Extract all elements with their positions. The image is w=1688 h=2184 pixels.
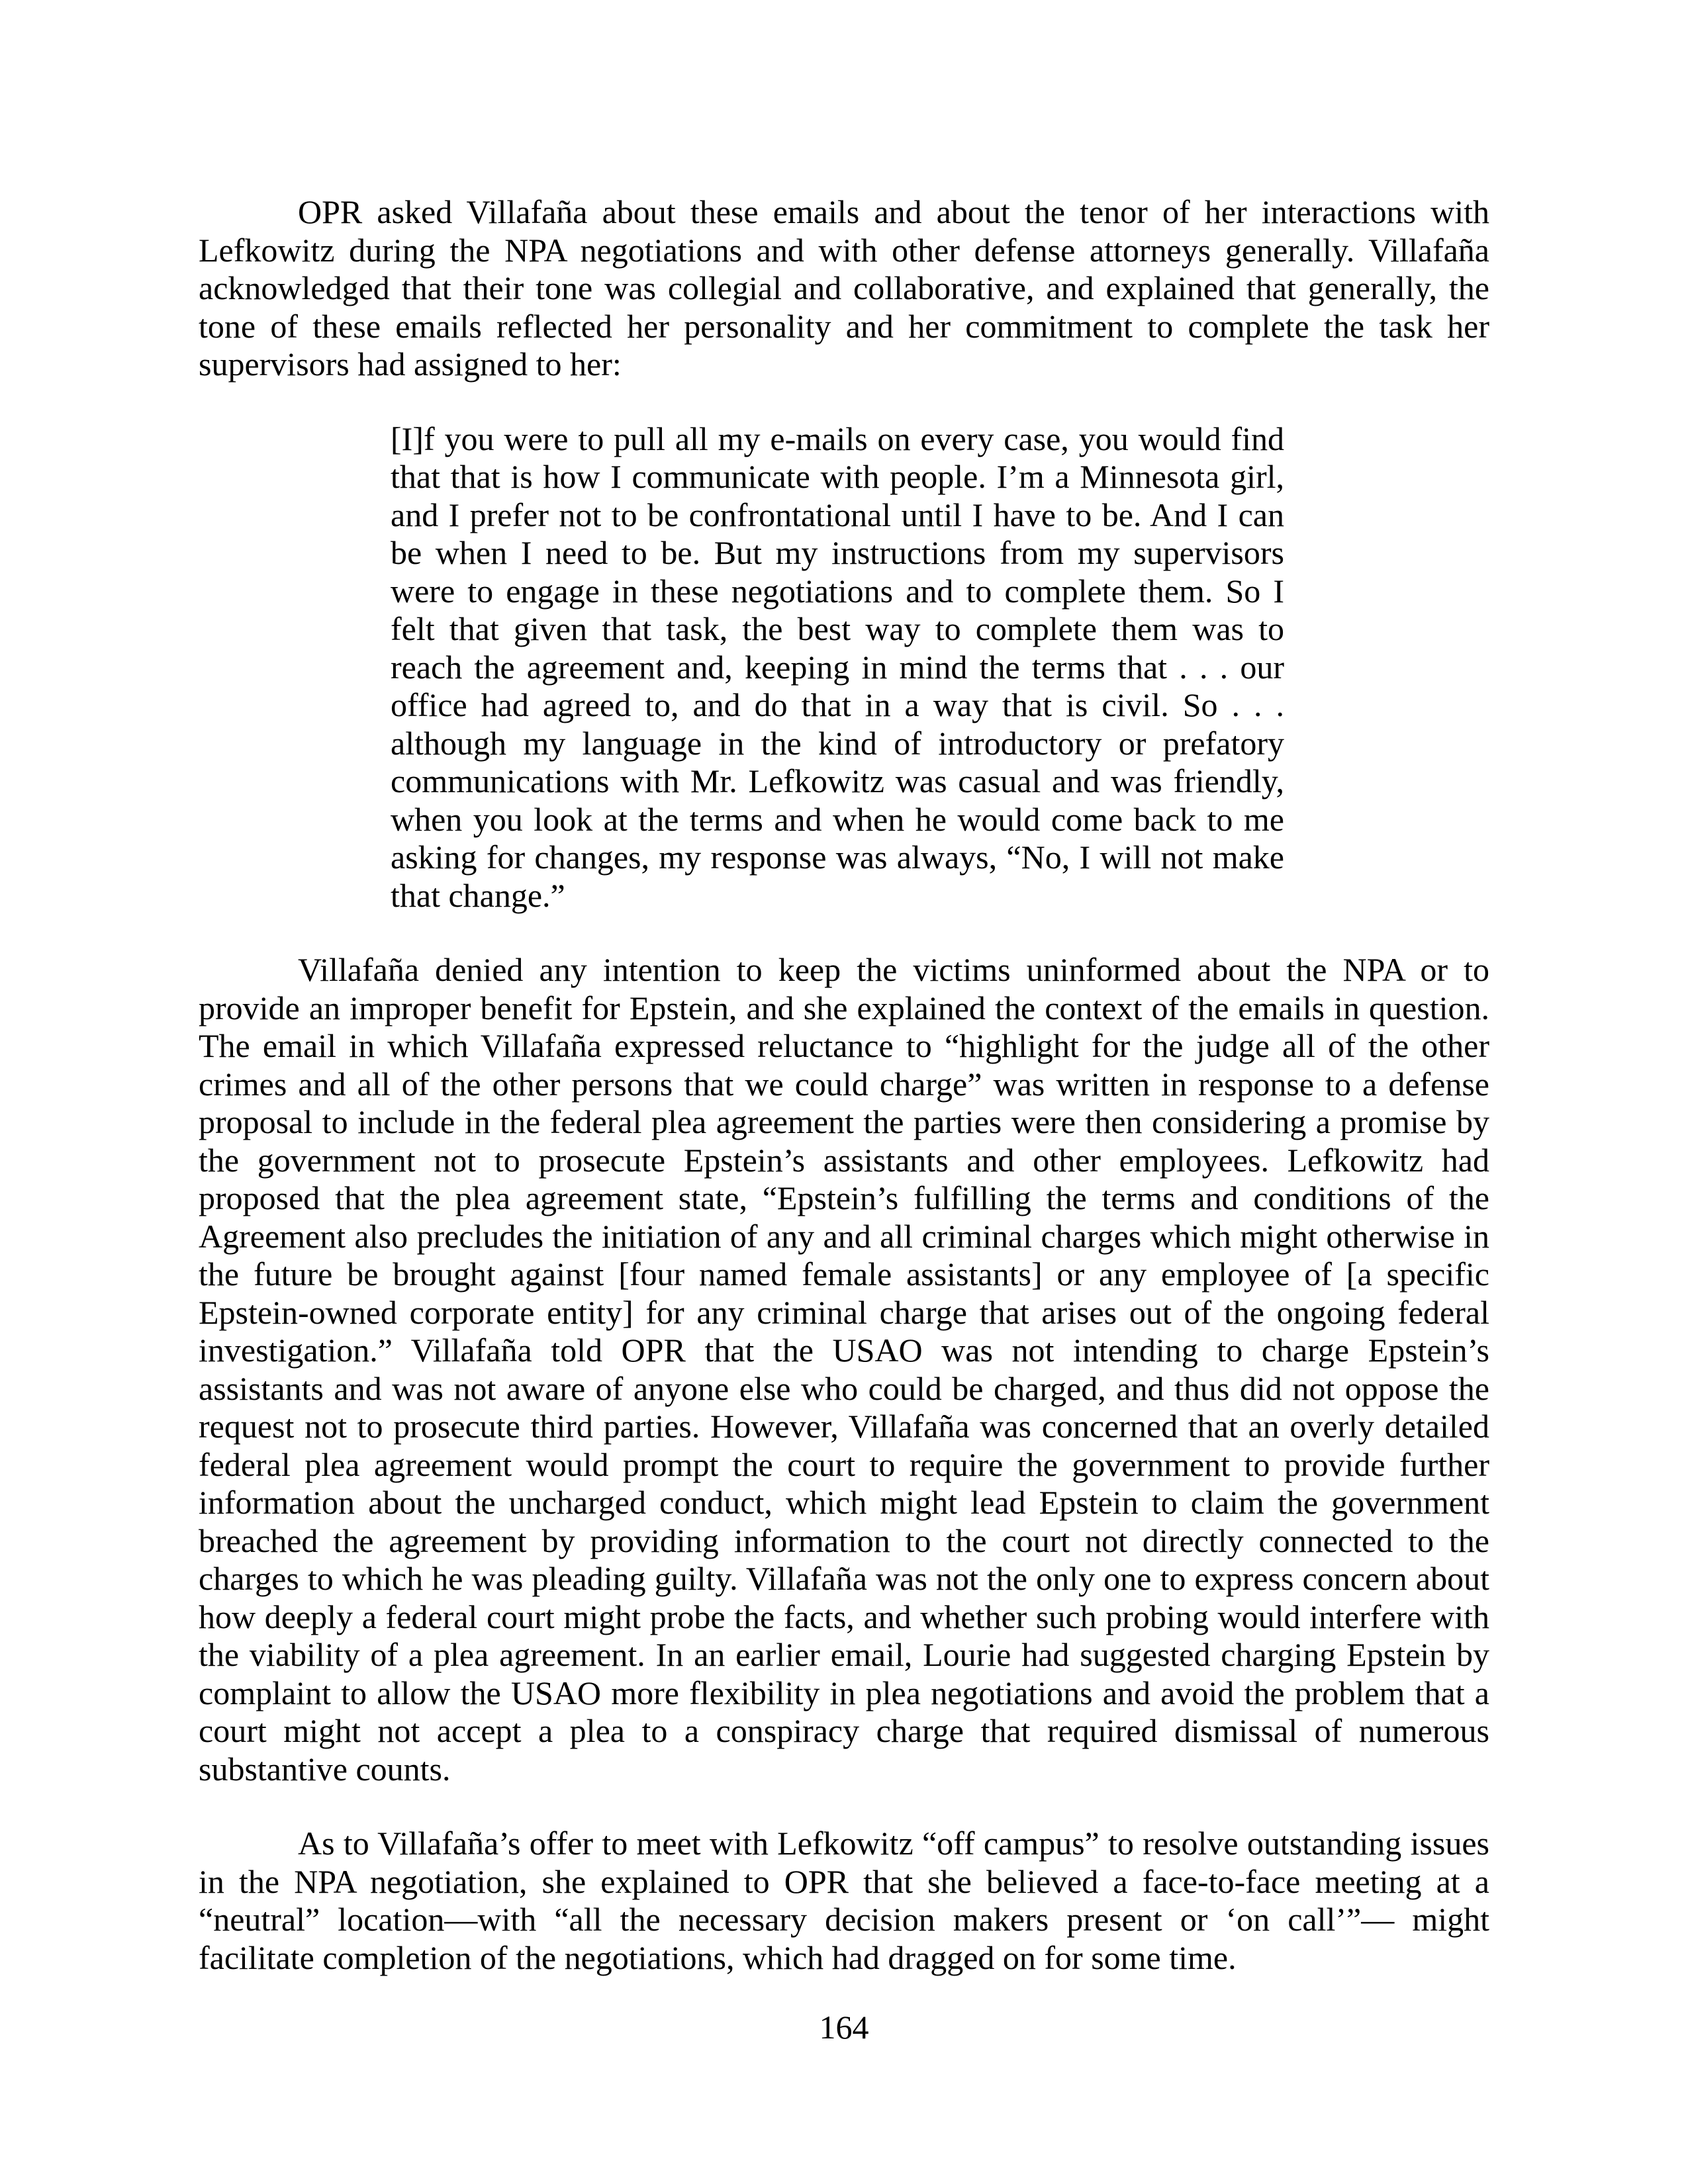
closing-paragraph: As to Villafaña’s offer to meet with Lefkowitz “off campus” to resolve outstanding issues in the NPA negotiation, she explained to OPR that she believed a face-to-face meeting at a “neutral” location—with “all the necessary decision makers present or ‘on call’”— might facilitate completion of the negotiations, which had dragged on for some time. [199, 1825, 1489, 1976]
opening-paragraph: OPR asked Villafaña about these emails and about the tenor of her interactions with Lefkowitz during the NPA negotiations and with other defense attorneys generally. Villafaña acknowledged that their tone was collegial and collaborative, and explained that generally, the tone of these emails reflected her personality and her commitment to complete the task her supervisors had assigned to her: [199, 193, 1489, 383]
page-content [199, 193, 1489, 2013]
block-quote: [I]f you were to pull all my e-mails on every case, you would find that that is how I communicate with people. I’m a Minnesota girl, and I prefer not to be confrontational until I have to be. And I can be when I need to be. But my instructions from my supervisors were to engage in these negotiations and to complete them. So I felt that given that task, the best way to complete them was to reach the agreement and, keeping in mind the terms that . . . our office had agreed to, and do that in a way that is civil. So . . . although my language in the kind of introductory or prefatory communications with Mr. Lefkowitz was casual and was friendly, when you look at the terms and when he would come back to me asking for changes, my response was always, “No, I will not make that change.” [391, 420, 1284, 914]
page-number: 164 [819, 2009, 869, 2046]
analysis-paragraph: Villafaña denied any intention to keep the victims uninformed about the NPA or to provide an improper benefit for Epstein, and she explained the context of the emails in question. The email in which Villafaña expressed reluctance to “highlight for the judge all of the other crimes and all of the other persons that we could charge” was written in response to a defense proposal to include in the federal plea agreement the parties were then considering a promise by the government not to prosecute Epstein’s assistants and other employees. Lefkowitz had proposed that the plea agreement state, “Epstein’s fulfilling the terms and conditions of the Agreement also precludes the initiation of any and all criminal charges which might otherwise in the future be brought against [four named female assistants] or any employee of [a specific Epstein-owned corporate entity] for any criminal charge that arises out of the ongoing federal investigation.” Villafaña told OPR that the USAO was not intending to charge Epstein’s assistants and was not aware of anyone else who could be charged, and thus did not oppose the request not to prosecute third parties. However, Villafaña was concerned that an overly detailed federal plea agreement would prompt the court to require the government to provide further information about the uncharged conduct, which might lead Epstein to claim the government breached the agreement by providing information to the court not directly connected to the charges to which he was pleading guilty. Villafaña was not the only one to express concern about how deeply a federal court might probe the facts, and whether such probing would interfere with the viability of a plea agreement. In an earlier email, Lourie had suggested charging Epstein by complaint to allow the USAO more flexibility in plea negotiations and avoid the problem that a court might not accept a plea to a conspiracy charge that required dismissal of numerous substantive counts. [199, 951, 1489, 1788]
